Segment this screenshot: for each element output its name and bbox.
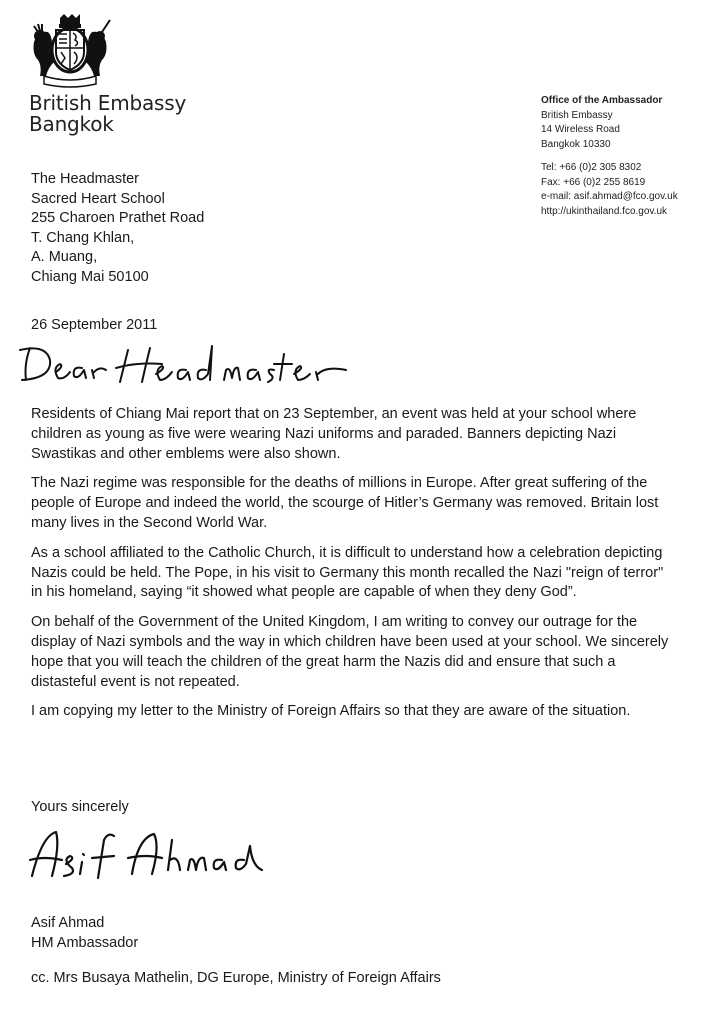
- body-paragraph: Residents of Chiang Mai report that on 23 September, an event was held at your school where children as young as five were wearing Nazi uniforms and paraded. Banners depicting Nazi Swastikas and other emblems were also shown.: [31, 406, 637, 462]
- office-title: Office of the Ambassador: [541, 95, 663, 106]
- signatory-block: [31, 914, 138, 953]
- recipient-line: The Headmaster: [31, 171, 139, 187]
- office-phone: Tel: +66 (0)2 305 8302: [541, 162, 642, 173]
- recipient-line: Chiang Mai 50100: [31, 268, 149, 285]
- embassy-name: British Embassy: [29, 91, 187, 115]
- office-email: e-mail: asif.ahmad@fco.gov.uk: [541, 191, 678, 202]
- body-paragraph: As a school affiliated to the Catholic Church, it is difficult to understand how a celebration depicting Nazis could be held. The Pope, in his visit to Germany this month recalled the Nazi "reign of terror" in his homeland, saying “it showed what people are capable of when they deny God”.: [31, 544, 664, 601]
- handwritten-signature: [22, 826, 272, 888]
- office-address-line: British Embassy: [541, 109, 613, 121]
- recipient-line: T. Chang Khlan,: [31, 229, 135, 246]
- recipient-line: A. Muang,: [31, 249, 98, 265]
- body-paragraph: I am copying my letter to the Ministry of Foreign Affairs so that they are aware of the situation.: [31, 703, 631, 720]
- handwritten-salutation: [16, 340, 356, 392]
- sender-address-block: [541, 94, 678, 219]
- embassy-city: Bangkok: [29, 112, 114, 136]
- body-paragraph: The Nazi regime was responsible for the deaths of millions in Europe. After great suffering of the people of Europe and indeed the world, the scourge of Hitler’s Germany was removed. Britain lost many lives in the Second World War.: [31, 475, 659, 531]
- coat-of-arms-logo: [28, 12, 112, 88]
- recipient-line: 255 Charoen Prathet Road: [31, 210, 205, 226]
- office-fax: Fax: +66 (0)2 255 8619: [541, 176, 646, 188]
- office-address-line: Bangkok 10330: [541, 138, 611, 150]
- body-paragraph: On behalf of the Government of the United Kingdom, I am writing to convey our outrage for the display of Nazi symbols and the way in which children have been used at your school. We sincerely hope that you will teach the children of the great harm the Nazis did and ensure that such a distasteful event is not repeated.: [31, 614, 669, 690]
- recipient-line: Sacred Heart School: [31, 190, 165, 207]
- complimentary-close: Yours sincerely: [31, 799, 129, 815]
- office-website: http://ukinthailand.fco.gov.uk: [541, 205, 668, 217]
- letter-body: [31, 405, 671, 732]
- recipient-address-block: [31, 170, 204, 287]
- signatory-title: HM Ambassador: [31, 934, 139, 951]
- office-address-line: 14 Wireless Road: [541, 124, 620, 135]
- signatory-name: Asif Ahmad: [31, 915, 105, 931]
- letter-date: 26 September 2011: [31, 317, 158, 333]
- carbon-copy-line: cc. Mrs Busaya Mathelin, DG Europe, Ministry of Foreign Affairs: [31, 970, 441, 986]
